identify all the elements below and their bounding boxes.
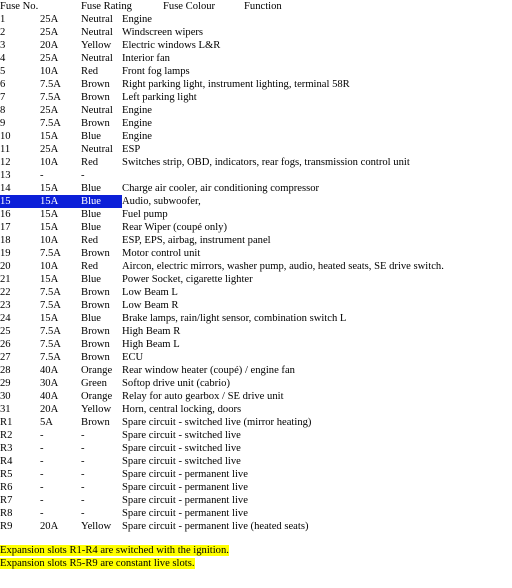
fuse-number: 2: [0, 27, 6, 38]
fuse-function: Low Beam R: [122, 300, 179, 311]
fuse-number: R9: [0, 521, 13, 532]
fuse-number: 11: [0, 144, 11, 155]
fuse-function: Switches strip, OBD, indicators, rear fogs, transmission control unit: [122, 157, 410, 168]
table-row: [0, 156, 512, 169]
fuse-colour: Brown: [81, 352, 110, 363]
table-row: [0, 91, 512, 104]
fuse-function: Low Beam L: [122, 287, 178, 298]
fuse-number: 25: [0, 326, 11, 337]
fuse-rating: 25A: [40, 14, 59, 25]
fuse-function: Spare circuit - switched live: [122, 430, 241, 441]
fuse-rating: 40A: [40, 365, 59, 376]
table-row: [0, 312, 512, 325]
table-row: [0, 494, 512, 507]
table-row: [0, 299, 512, 312]
fuse-rating: 25A: [40, 27, 59, 38]
fuse-number: 5: [0, 66, 6, 77]
fuse-colour: Blue: [81, 274, 102, 285]
fuse-number: 30: [0, 391, 11, 402]
fuse-colour: Blue: [81, 131, 102, 142]
fuse-number: 24: [0, 313, 11, 324]
fuse-colour: Yellow: [81, 521, 112, 532]
fuse-colour: Red: [81, 261, 99, 272]
fuse-colour: Brown: [81, 417, 110, 428]
table-row: [0, 442, 512, 455]
fuse-number: 27: [0, 352, 11, 363]
table-row: [0, 65, 512, 78]
fuse-function: Spare circuit - permanent live: [122, 495, 248, 506]
fuse-number: 29: [0, 378, 11, 389]
fuse-rating: 15A: [40, 313, 59, 324]
fuse-number: 31: [0, 404, 11, 415]
fuse-function: High Beam R: [122, 326, 181, 337]
fuse-function: High Beam L: [122, 339, 180, 350]
fuse-function: Charge air cooler, air conditioning compressor: [122, 183, 320, 194]
fuse-function: ESP: [122, 144, 141, 155]
fuse-rating: 20A: [40, 521, 59, 532]
fuse-function: Electric windows L&R: [122, 40, 221, 51]
fuse-number: 10: [0, 131, 11, 142]
fuse-number: 13: [0, 170, 11, 181]
fuse-colour: -: [81, 495, 85, 506]
fuse-colour: Red: [81, 66, 99, 77]
fuse-function: Rear Wiper (coupé only): [122, 222, 227, 233]
fuse-function: Horn, central locking, doors: [122, 404, 242, 415]
table-row: [0, 195, 512, 208]
fuse-function: Left parking light: [122, 92, 197, 103]
table-row: [0, 130, 512, 143]
table-row: [0, 143, 512, 156]
fuse-rating: 10A: [40, 261, 59, 272]
fuse-rating: -: [40, 469, 44, 480]
table-row: [0, 481, 512, 494]
fuse-function: Brake lamps, rain/light sensor, combination switch L: [122, 313, 347, 324]
fuse-number: R8: [0, 508, 13, 519]
note-switched: Expansion slots R1-R4 are switched with the ignition.: [0, 545, 229, 556]
fuse-function-selected-text: interior light: [203, 196, 257, 207]
table-row: [0, 377, 512, 390]
table-row: [0, 39, 512, 52]
fuse-colour: Blue: [81, 196, 102, 207]
fuse-number: 12: [0, 157, 11, 168]
fuse-rating: -: [40, 170, 44, 181]
fuse-colour: Brown: [81, 300, 110, 311]
fuse-colour: Green: [81, 378, 107, 389]
fuse-number: 22: [0, 287, 11, 298]
fuse-function: Spare circuit - permanent live: [122, 469, 248, 480]
fuse-number: 23: [0, 300, 11, 311]
fuse-rating: 10A: [40, 157, 59, 168]
fuse-rating: 25A: [40, 105, 59, 116]
fuse-rating: 20A: [40, 404, 59, 415]
fuse-colour: -: [81, 443, 85, 454]
fuse-function: Engine: [122, 131, 153, 142]
table-row: [0, 221, 512, 234]
table-row: [0, 286, 512, 299]
fuse-function: Engine: [122, 14, 153, 25]
fuse-colour: Blue: [81, 222, 102, 233]
fuse-rating: 30A: [40, 378, 59, 389]
fuse-colour: Neutral: [81, 144, 113, 155]
fuse-rating: 7.5A: [40, 287, 61, 298]
table-row: [0, 429, 512, 442]
fuse-colour: Neutral: [81, 27, 113, 38]
table-row: [0, 351, 512, 364]
fuse-colour: Yellow: [81, 404, 112, 415]
fuse-number: 17: [0, 222, 11, 233]
fuse-rating: 15A: [40, 196, 59, 207]
header-fuse-rating: Fuse Rating: [81, 1, 132, 12]
fuse-colour: Yellow: [81, 40, 112, 51]
fuse-rating: 15A: [40, 274, 59, 285]
fuse-rating: 40A: [40, 391, 59, 402]
fuse-function: Relay for auto gearbox / SE drive unit: [122, 391, 284, 402]
fuse-rating: 7.5A: [40, 79, 61, 90]
fuse-function: ESP, EPS, airbag, instrument panel: [122, 235, 271, 246]
fuse-number: 20: [0, 261, 11, 272]
fuse-function: Windscreen wipers: [122, 27, 204, 38]
fuse-colour: -: [81, 170, 85, 181]
fuse-number: R5: [0, 469, 13, 480]
fuse-number: 14: [0, 183, 11, 194]
fuse-function: Spare circuit - switched live: [122, 456, 241, 467]
table-row: [0, 468, 512, 481]
table-row: [0, 13, 512, 26]
table-row: [0, 169, 512, 182]
fuse-rating: 10A: [40, 235, 59, 246]
fuse-function: Fuel pump: [122, 209, 168, 220]
fuse-colour: -: [81, 482, 85, 493]
fuse-function: Spare circuit - permanent live: [122, 508, 248, 519]
fuse-number: 19: [0, 248, 11, 259]
fuse-rating: -: [40, 456, 44, 467]
table-row: [0, 273, 512, 286]
fuse-colour: Brown: [81, 79, 110, 90]
fuse-number: R6: [0, 482, 13, 493]
table-row: [0, 208, 512, 221]
fuse-rating: 20A: [40, 40, 59, 51]
table-row: [0, 247, 512, 260]
fuse-colour: Brown: [81, 287, 110, 298]
fuse-colour: Brown: [81, 92, 110, 103]
fuse-colour: Blue: [81, 313, 102, 324]
fuse-number: 3: [0, 40, 6, 51]
notes: [0, 544, 229, 570]
fuse-rating: 15A: [40, 209, 59, 220]
fuse-colour: Brown: [81, 248, 110, 259]
table-row: [0, 390, 512, 403]
fuse-number: 28: [0, 365, 11, 376]
fuse-colour: Red: [81, 157, 99, 168]
table-row: [0, 26, 512, 39]
fuse-colour: Brown: [81, 339, 110, 350]
fuse-function: Front fog lamps: [122, 66, 190, 77]
table-row: [0, 182, 512, 195]
fuse-rating: 5A: [40, 417, 53, 428]
fuse-colour: Orange: [81, 365, 113, 376]
fuse-rating: 15A: [40, 222, 59, 233]
fuse-function-text: Audio, subwoofer,: [122, 196, 204, 207]
header-fuse-no: Fuse No.: [0, 1, 39, 12]
fuse-function: Spare circuit - switched live: [122, 443, 241, 454]
fuse-function: Engine: [122, 118, 153, 129]
header-fuse-colour: Fuse Colour: [163, 1, 216, 12]
fuse-function: Motor control unit: [122, 248, 201, 259]
fuse-rating: -: [40, 482, 44, 493]
fuse-number: 7: [0, 92, 6, 103]
fuse-number: 1: [0, 14, 6, 25]
fuse-colour: -: [81, 456, 85, 467]
fuse-function: Engine: [122, 105, 153, 116]
fuse-colour: Blue: [81, 183, 102, 194]
fuse-rating: 25A: [40, 144, 59, 155]
fuse-colour: Brown: [81, 118, 110, 129]
fuse-rating: 7.5A: [40, 300, 61, 311]
fuse-rating: 7.5A: [40, 339, 61, 350]
fuse-function: ECU: [122, 352, 144, 363]
table-row: [0, 78, 512, 91]
fuse-number: 16: [0, 209, 11, 220]
fuse-rating: 7.5A: [40, 248, 61, 259]
selection-highlight: [0, 195, 122, 208]
header-function: Function: [244, 1, 282, 12]
fuse-function: Spare circuit - permanent live (heated seats): [122, 521, 309, 532]
table-row: [0, 338, 512, 351]
fuse-number: 18: [0, 235, 11, 246]
note-constant: Expansion slots R5-R9 are constant live slots.: [0, 558, 195, 569]
fuse-function: Softop drive unit (cabrio): [122, 378, 230, 389]
table-row: [0, 416, 512, 429]
fuse-number: R1: [0, 417, 13, 428]
fuse-rating: 7.5A: [40, 352, 61, 363]
fuse-function: [122, 195, 257, 208]
fuse-colour: -: [81, 430, 85, 441]
fuse-rating: 25A: [40, 53, 59, 64]
fuse-rating: 7.5A: [40, 326, 61, 337]
table-row: [0, 455, 512, 468]
table-row: [0, 234, 512, 247]
fuse-colour: Blue: [81, 209, 102, 220]
fuse-function: Spare circuit - permanent live: [122, 482, 248, 493]
table-row: [0, 325, 512, 338]
fuse-number: 8: [0, 105, 6, 116]
fuse-rating: -: [40, 443, 44, 454]
fuse-rating: -: [40, 430, 44, 441]
table-row: [0, 52, 512, 65]
fuse-number: 21: [0, 274, 11, 285]
fuse-colour: -: [81, 469, 85, 480]
fuse-number: R4: [0, 456, 13, 467]
table-row: [0, 507, 512, 520]
fuse-rating: 10A: [40, 66, 59, 77]
fuse-colour: Neutral: [81, 14, 113, 25]
table-row: [0, 364, 512, 377]
fuse-rating: 15A: [40, 131, 59, 142]
fuse-number: 9: [0, 118, 6, 129]
fuse-colour: Orange: [81, 391, 113, 402]
fuse-colour: Brown: [81, 326, 110, 337]
table-row: [0, 403, 512, 416]
fuse-number: R7: [0, 495, 13, 506]
fuse-function: Power Socket, cigarette lighter: [122, 274, 253, 285]
fuse-rating: -: [40, 508, 44, 519]
fuse-function: Rear window heater (coupé) / engine fan: [122, 365, 295, 376]
fuse-rating: 7.5A: [40, 118, 61, 129]
fuse-rating: 15A: [40, 183, 59, 194]
table-row: [0, 117, 512, 130]
fuse-colour: Neutral: [81, 53, 113, 64]
fuse-number: R3: [0, 443, 13, 454]
fuse-rating: 7.5A: [40, 92, 61, 103]
fuse-number: R2: [0, 430, 13, 441]
fuse-colour: -: [81, 508, 85, 519]
table-row: [0, 104, 512, 117]
fuse-number: 6: [0, 79, 6, 90]
fuse-colour: Red: [81, 235, 99, 246]
fuse-function: Spare circuit - switched live (mirror heating): [122, 417, 312, 428]
fuse-number: 26: [0, 339, 11, 350]
table-row: [0, 260, 512, 273]
fuse-function: Interior fan: [122, 53, 170, 64]
table-header: [0, 0, 512, 13]
fuse-number: 15: [0, 196, 11, 207]
fuse-function: Right parking light, instrument lighting, terminal 58R: [122, 79, 350, 90]
fuse-number: 4: [0, 53, 6, 64]
fuse-rating: -: [40, 495, 44, 506]
table-row: [0, 520, 512, 533]
fuse-function: Aircon, electric mirrors, washer pump, audio, heated seats, SE drive switch.: [122, 261, 444, 272]
fuse-colour: Neutral: [81, 105, 113, 116]
